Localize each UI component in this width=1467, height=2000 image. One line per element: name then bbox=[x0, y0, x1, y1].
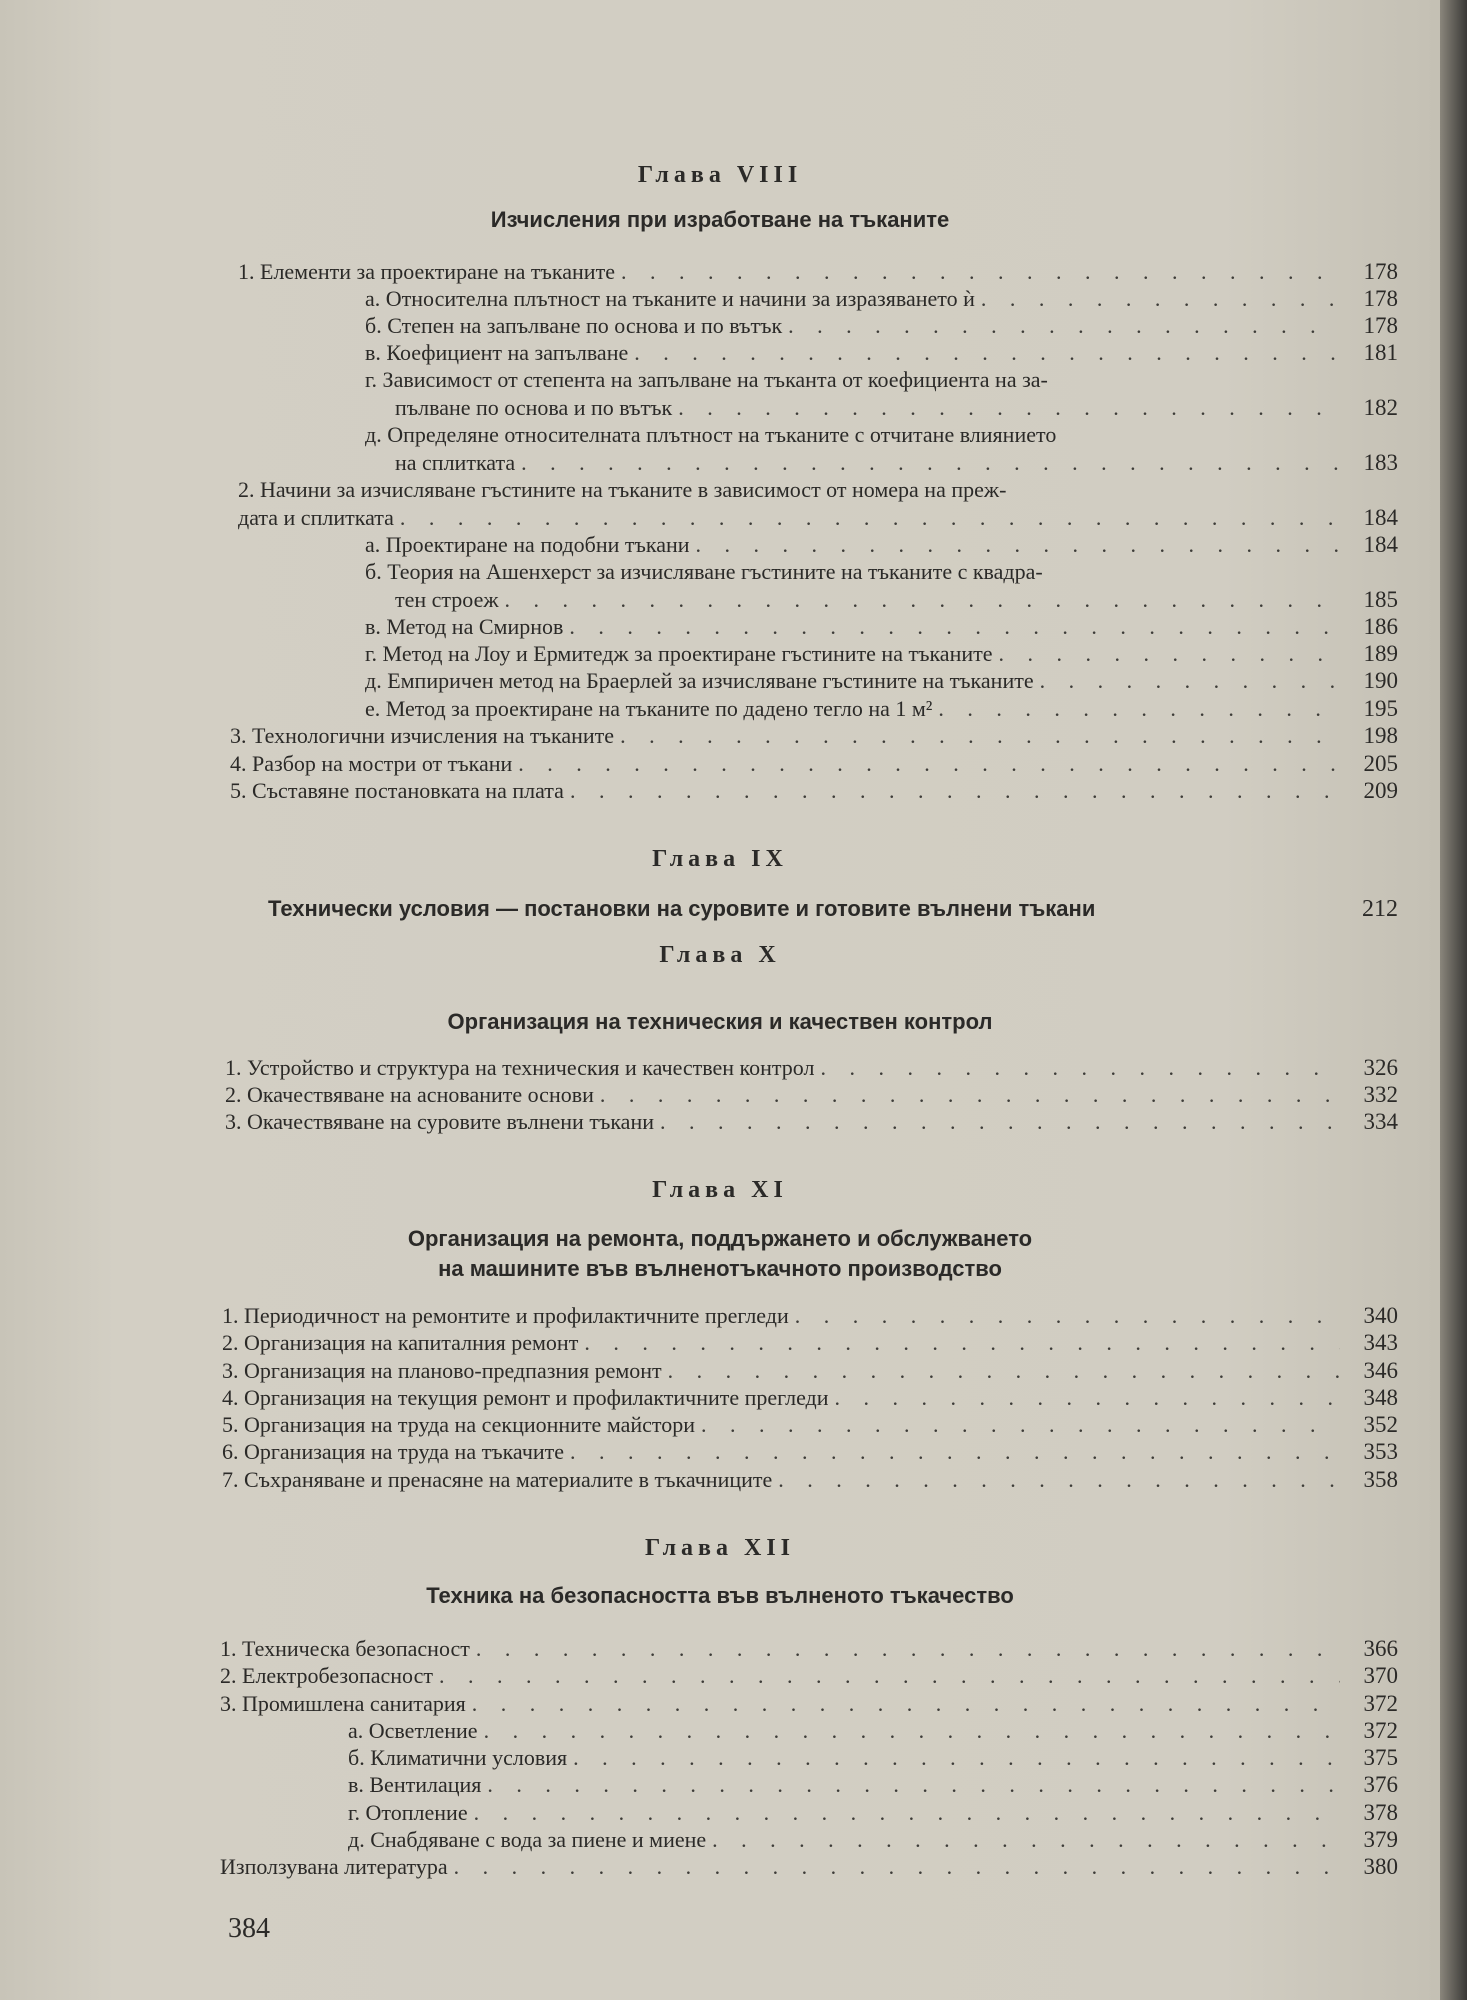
toc-entry-text: д. Снабдяване с вода за пиене и миене bbox=[348, 1827, 707, 1852]
toc-entry-page: 178 bbox=[1363, 259, 1398, 284]
leader-dots bbox=[820, 1054, 1340, 1082]
chapter-11-title-line-1: Организация на ремонта, поддържането и обслужването bbox=[407, 1226, 1033, 1251]
toc-entry bbox=[222, 1302, 1398, 1330]
chapter-10-title: Организация на техническия и качествен контрол bbox=[447, 1009, 993, 1034]
leader-dots bbox=[938, 695, 1340, 723]
leader-dots bbox=[474, 1799, 1340, 1827]
toc-entry-text: 5. Съставяне постановката на плата bbox=[230, 778, 564, 803]
toc-entry-page: 186 bbox=[1363, 614, 1398, 639]
toc-entry-page: 379 bbox=[1363, 1827, 1398, 1852]
toc-entry-page: 209 bbox=[1363, 778, 1398, 803]
toc-entry bbox=[348, 1826, 1398, 1854]
leader-dots bbox=[400, 504, 1340, 532]
toc-entry bbox=[222, 1411, 1398, 1439]
toc-entry bbox=[348, 1717, 1398, 1745]
toc-entry-page: 375 bbox=[1363, 1745, 1398, 1770]
toc-entry-text-line: д. Определяне относителната плътност на тъканите с отчитане влиянието bbox=[365, 422, 1057, 447]
leader-dots bbox=[472, 1690, 1340, 1718]
toc-entry-page: 184 bbox=[1363, 532, 1398, 557]
toc-entry-page: 343 bbox=[1363, 1330, 1398, 1355]
toc-entry bbox=[348, 1771, 1398, 1799]
toc-entry-page: 340 bbox=[1363, 1303, 1398, 1328]
leader-dots bbox=[795, 1302, 1340, 1330]
toc-entry-text: а. Осветление bbox=[348, 1718, 478, 1743]
chapter-9-title: Технически условия — постановки на суровите и готовите вълнени тъкани bbox=[268, 896, 1096, 921]
toc-entry-text: г. Метод на Лоу и Ермитедж за проектиране гъстините на тъканите bbox=[365, 641, 993, 666]
toc-entry bbox=[365, 613, 1398, 641]
chapter-9-label: Глава IX bbox=[652, 846, 788, 872]
leader-dots bbox=[668, 1357, 1340, 1385]
leader-dots bbox=[505, 586, 1340, 614]
toc-entry-text: 3. Промишлена санитария bbox=[220, 1691, 466, 1716]
toc-entry-text: 4. Разбор на мостри от тъкани bbox=[230, 751, 513, 776]
toc-entry bbox=[365, 640, 1398, 668]
toc-entry bbox=[220, 1662, 1398, 1690]
leader-dots bbox=[660, 1108, 1340, 1136]
toc-entry bbox=[222, 1384, 1398, 1412]
toc-entry-page: 195 bbox=[1363, 696, 1398, 721]
toc-entry-page: 358 bbox=[1363, 1467, 1398, 1492]
toc-entry bbox=[365, 531, 1398, 559]
chapter-9-page: 212 bbox=[1362, 896, 1398, 922]
toc-entry-page: 366 bbox=[1363, 1636, 1398, 1661]
chapter-11-label: Глава XI bbox=[652, 1177, 788, 1203]
toc-entry-text: пълване по основа и по вътък bbox=[395, 395, 673, 420]
chapter-11-title-line-2: на машините във вълненотъкачното производство bbox=[438, 1256, 1002, 1281]
toc-entry-text: 3. Окачествяване на суровите вълнени тъкани bbox=[225, 1109, 654, 1134]
toc-entry-page: 178 bbox=[1363, 313, 1398, 338]
toc-entry-text: дата и сплитката bbox=[238, 505, 394, 530]
leader-dots bbox=[634, 339, 1340, 367]
toc-entry-page: 348 bbox=[1363, 1385, 1398, 1410]
chapter-10-label: Глава X bbox=[659, 942, 781, 968]
toc-entry-page: 372 bbox=[1363, 1691, 1398, 1716]
toc-entry-page: 198 bbox=[1363, 723, 1398, 748]
leader-dots bbox=[620, 722, 1340, 750]
toc-entry-page: 205 bbox=[1363, 751, 1398, 776]
leader-dots bbox=[701, 1411, 1340, 1439]
toc-entry-text: 1. Елементи за проектиране на тъканите bbox=[238, 259, 615, 284]
leader-dots bbox=[584, 1329, 1340, 1357]
leader-dots bbox=[570, 1438, 1340, 1466]
toc-entry-text: а. Относителна плътност на тъканите и начини за изразяването ѝ bbox=[365, 286, 975, 311]
toc-entry-page: 332 bbox=[1363, 1082, 1398, 1107]
toc-entry bbox=[230, 777, 1398, 805]
chapter-9-title-row bbox=[268, 894, 1398, 924]
leader-dots bbox=[484, 1717, 1340, 1745]
toc-entry-page: 326 bbox=[1363, 1055, 1398, 1080]
toc-entry bbox=[225, 1108, 1398, 1136]
leader-dots bbox=[573, 1744, 1340, 1772]
toc-entry bbox=[238, 258, 1398, 286]
toc-entry bbox=[395, 586, 1398, 614]
toc-entry-text-line: 2. Начини за изчисляване гъстините на тъканите в зависимост от номера на преж- bbox=[238, 477, 1007, 502]
toc-entry-page: 184 bbox=[1363, 505, 1398, 530]
toc-entry bbox=[225, 1054, 1398, 1082]
leader-dots bbox=[521, 449, 1340, 477]
leader-dots bbox=[696, 531, 1340, 559]
toc-entry-text-line: б. Теория на Ашенхерст за изчисляване гъстините на тъканите с квадра- bbox=[365, 559, 1043, 584]
leader-dots bbox=[476, 1635, 1340, 1663]
toc-entry-text: 7. Съхраняване и пренасяне на материалите в тъкачниците bbox=[222, 1467, 773, 1492]
toc-entry bbox=[222, 1329, 1398, 1357]
leader-dots bbox=[600, 1081, 1340, 1109]
toc-entry-text: а. Проектиране на подобни тъкани bbox=[365, 532, 690, 557]
chapter-8-label: Глава VIII bbox=[637, 162, 803, 188]
toc-entry bbox=[348, 1799, 1398, 1827]
toc-entry-text: е. Метод за проектиране на тъканите по дадено тегло на 1 м² bbox=[365, 696, 933, 721]
leader-dots bbox=[518, 750, 1340, 778]
leader-dots bbox=[788, 312, 1340, 340]
toc-entry-text: 6. Организация на труда на тъкачите bbox=[222, 1439, 565, 1464]
chapter-12-title: Техника на безопасността във вълненото тъкачество bbox=[426, 1583, 1014, 1608]
toc-entry-page: 189 bbox=[1363, 641, 1398, 666]
toc-entry bbox=[220, 1690, 1398, 1718]
toc-entry-text: д. Емпиричен метод на Браерлей за изчисляване гъстините на тъканите bbox=[365, 668, 1034, 693]
toc-entry bbox=[220, 1853, 1398, 1881]
toc-entry-text: б. Степен на запълване по основа и по вътък bbox=[365, 313, 783, 338]
toc-entry-page: 352 bbox=[1363, 1412, 1398, 1437]
toc-entry-page: 376 bbox=[1363, 1772, 1398, 1797]
leader-dots bbox=[999, 640, 1341, 668]
toc-entry-page: 334 bbox=[1363, 1109, 1398, 1134]
toc-entry-text: в. Вентилация bbox=[348, 1772, 482, 1797]
toc-entry-page: 182 bbox=[1363, 395, 1398, 420]
toc-entry bbox=[222, 1466, 1398, 1494]
toc-entry bbox=[230, 722, 1398, 750]
leader-dots bbox=[439, 1662, 1340, 1690]
toc-entry bbox=[225, 1081, 1398, 1109]
toc-entry-page: 378 bbox=[1363, 1800, 1398, 1825]
toc-entry-text: на сплитката bbox=[395, 450, 516, 475]
toc-entry bbox=[395, 394, 1398, 422]
page-number: 384 bbox=[228, 1913, 270, 1944]
leader-dots bbox=[835, 1384, 1340, 1412]
leader-dots bbox=[487, 1771, 1340, 1799]
toc-entry-page: 181 bbox=[1363, 340, 1398, 365]
toc-entry bbox=[365, 667, 1398, 695]
toc-entry-page: 190 bbox=[1363, 668, 1398, 693]
leader-dots bbox=[454, 1853, 1340, 1881]
toc-entry bbox=[365, 312, 1398, 340]
toc-entry bbox=[222, 1357, 1398, 1385]
toc-entry bbox=[238, 504, 1398, 532]
toc-entry-text: 2. Окачествяване на аснованите основи bbox=[225, 1082, 594, 1107]
toc-entry-text-line: г. Зависимост от степента на запълване на тъканта от коефициента на за- bbox=[365, 367, 1048, 392]
toc-entry-text: 1. Периодичност на ремонтите и профилактичните прегледи bbox=[222, 1303, 789, 1328]
leader-dots bbox=[621, 258, 1340, 286]
toc-entry-text: 5. Организация на труда на секционните майстори bbox=[222, 1412, 695, 1437]
toc-entry-page: 370 bbox=[1363, 1663, 1398, 1688]
chapter-12-label: Глава XII bbox=[645, 1535, 795, 1561]
toc-entry bbox=[395, 449, 1398, 477]
toc-entry bbox=[220, 1635, 1398, 1663]
toc-entry-text: 1. Техническа безопасност bbox=[220, 1636, 470, 1661]
toc-entry-text: 2. Организация на капиталния ремонт bbox=[222, 1330, 579, 1355]
leader-dots bbox=[712, 1826, 1340, 1854]
toc-entry-page: 346 bbox=[1363, 1358, 1398, 1383]
leader-dots bbox=[1040, 667, 1340, 695]
chapter-8-title: Изчисления при изработване на тъканите bbox=[490, 207, 950, 232]
toc-entry-text: 1. Устройство и структура на техническия и качествен контрол bbox=[225, 1055, 815, 1080]
leader-dots bbox=[570, 777, 1340, 805]
toc-entry-text: б. Климатични условия bbox=[348, 1745, 568, 1770]
leader-dots bbox=[981, 285, 1340, 313]
toc-entry-page: 183 bbox=[1363, 450, 1398, 475]
toc-entry-text: Използувана литература bbox=[220, 1854, 448, 1879]
toc-entry bbox=[222, 1438, 1398, 1466]
toc-entry-text: в. Коефициент на запълване bbox=[365, 340, 629, 365]
toc-entry-page: 372 bbox=[1363, 1718, 1398, 1743]
toc-entry-page: 178 bbox=[1363, 286, 1398, 311]
toc-entry-text: г. Отопление bbox=[348, 1800, 468, 1825]
toc-entry-text: 2. Електробезопасност bbox=[220, 1663, 433, 1688]
toc-entry bbox=[230, 750, 1398, 778]
toc-entry bbox=[348, 1744, 1398, 1772]
toc-entry bbox=[365, 285, 1398, 313]
leader-dots bbox=[778, 1466, 1340, 1494]
toc-entry-page: 380 bbox=[1363, 1854, 1398, 1879]
toc-entry bbox=[365, 339, 1398, 367]
toc-entry bbox=[365, 695, 1398, 723]
toc-entry-page: 353 bbox=[1363, 1439, 1398, 1464]
toc-entry-page: 185 bbox=[1363, 587, 1398, 612]
toc-entry-text: 3. Технологични изчисления на тъканите bbox=[230, 723, 615, 748]
leader-dots bbox=[569, 613, 1340, 641]
toc-entry-text: 4. Организация на текущия ремонт и профилактичните прегледи bbox=[222, 1385, 829, 1410]
leader-dots bbox=[678, 394, 1340, 422]
toc-entry-text: тен строеж bbox=[395, 587, 499, 612]
book-spine-shadow bbox=[1440, 0, 1467, 2000]
toc-entry-text: в. Метод на Смирнов bbox=[365, 614, 564, 639]
toc-entry-text: 3. Организация на планово-предпазния ремонт bbox=[222, 1358, 662, 1383]
